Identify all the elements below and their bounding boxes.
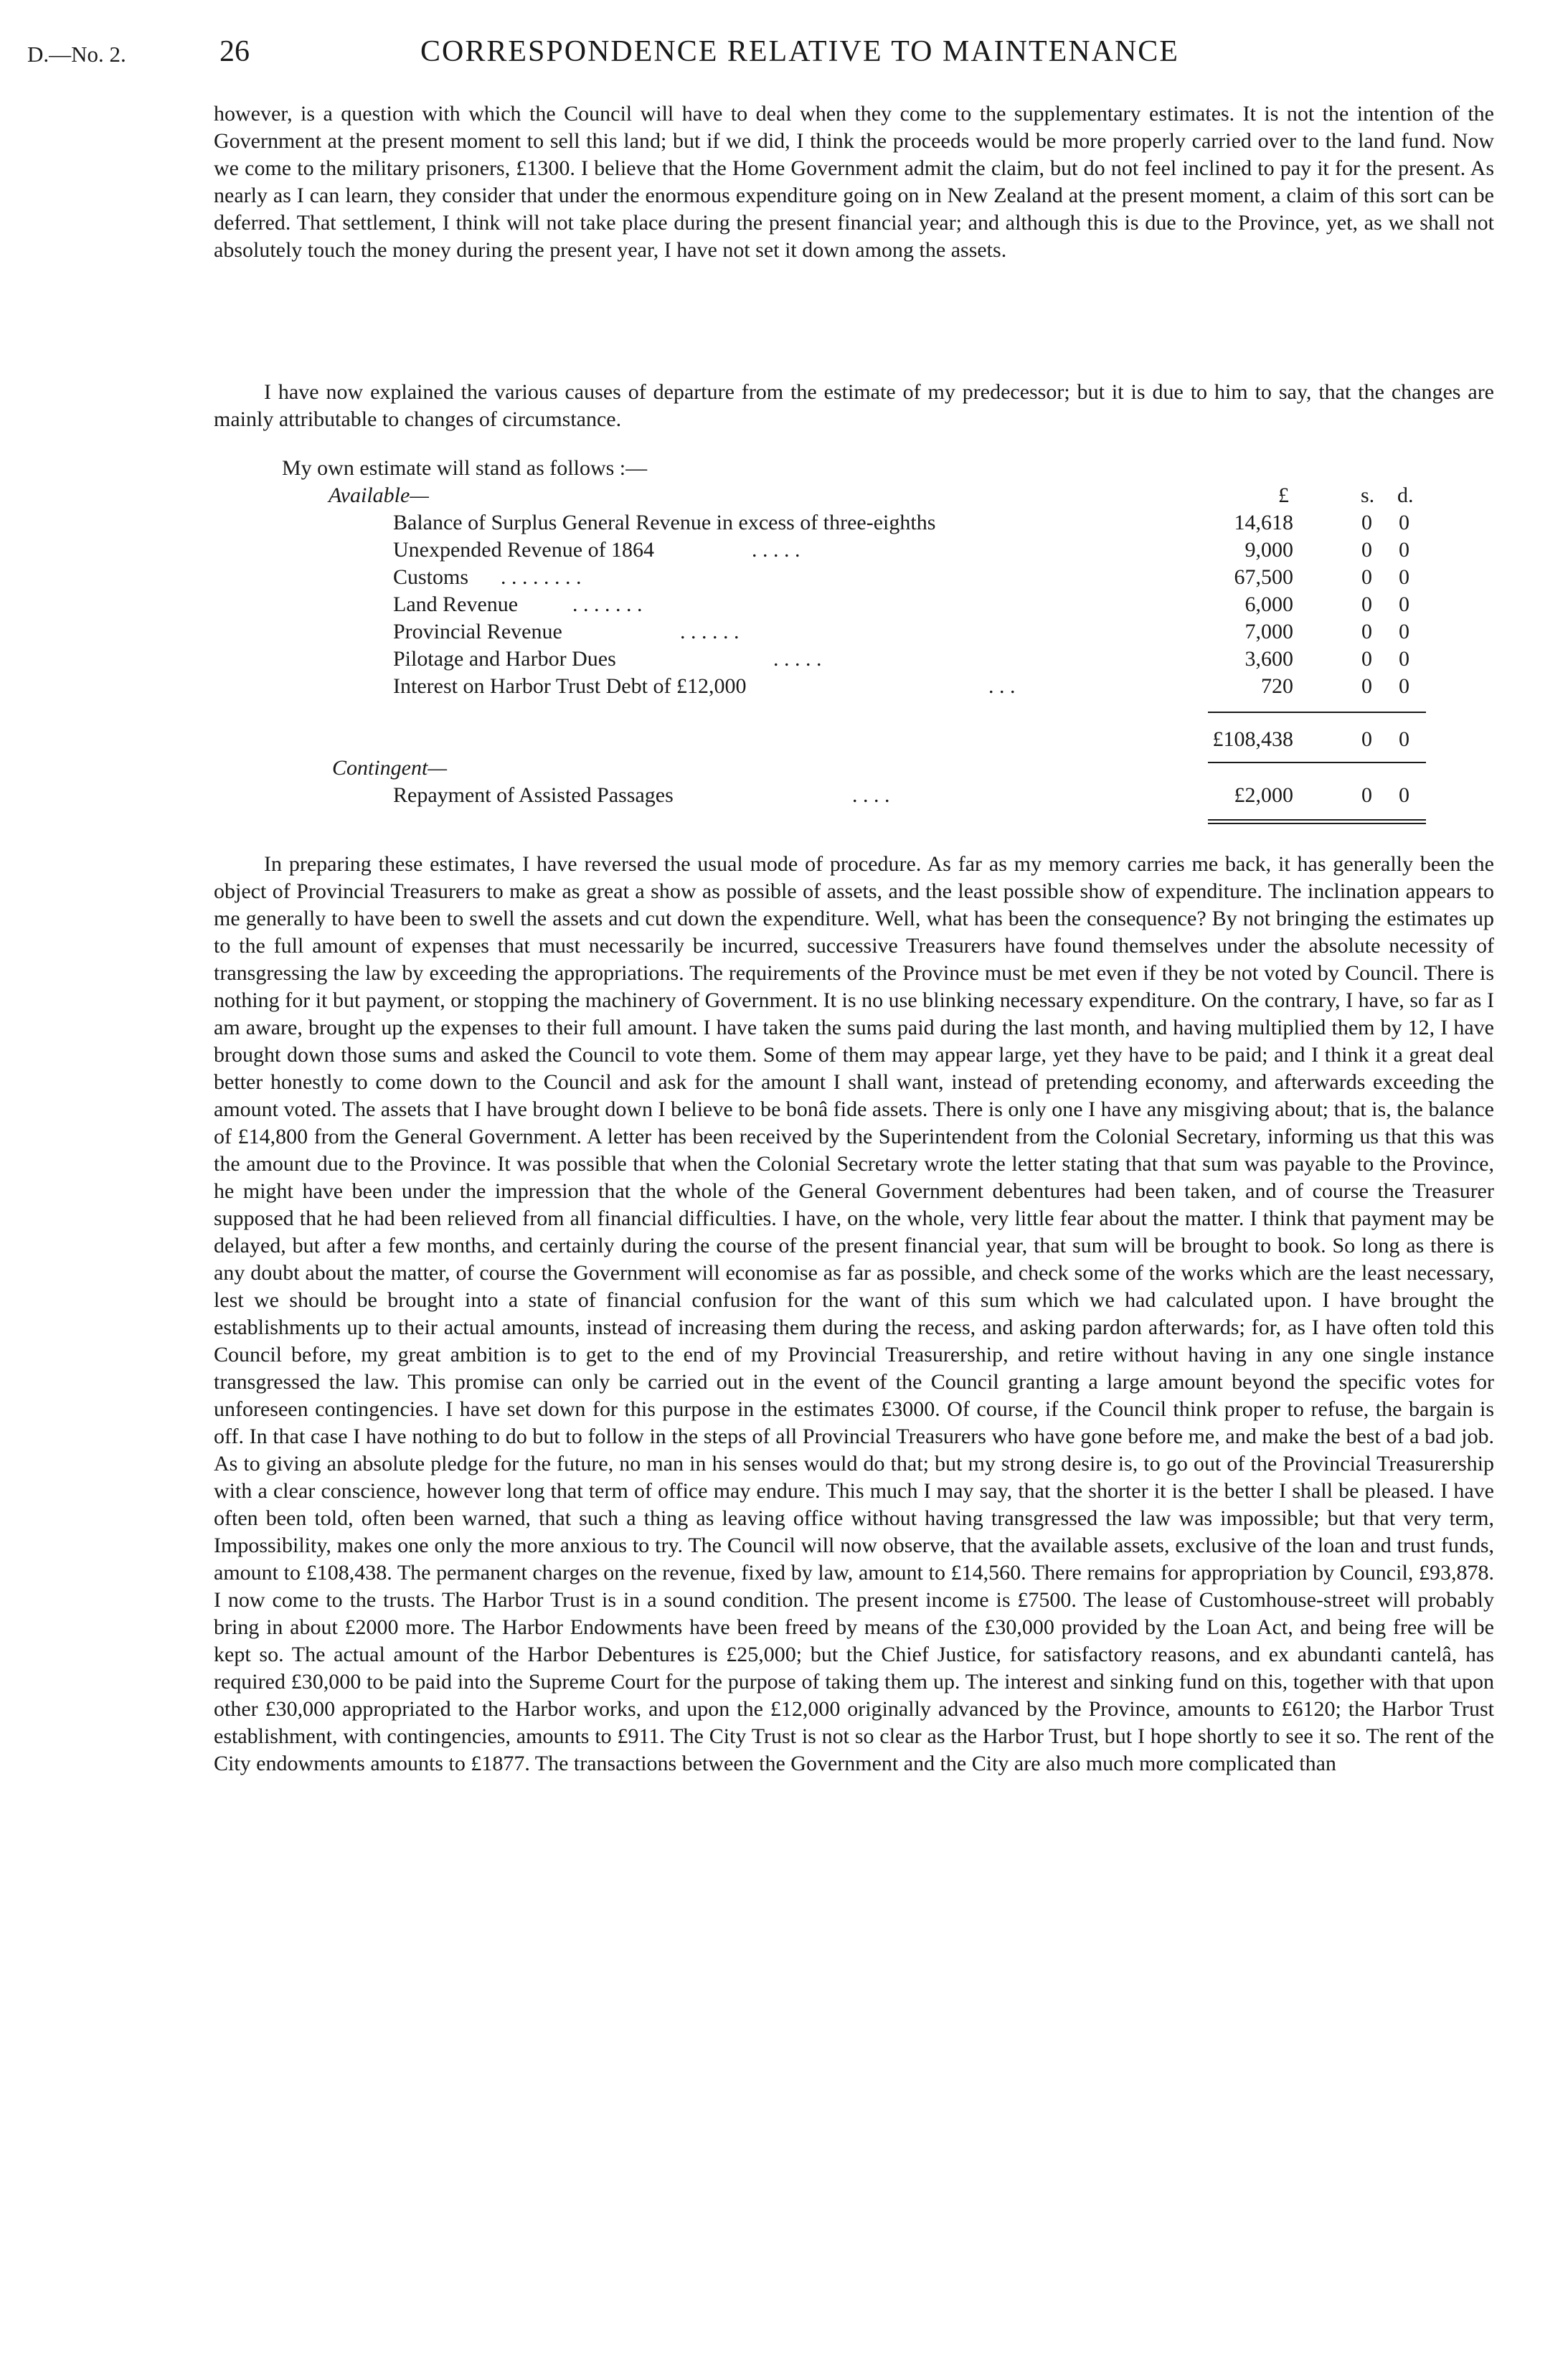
shillings-column-header: s.: [1361, 483, 1375, 507]
row-pounds: 6,000: [1245, 592, 1293, 616]
table-row: [393, 674, 1440, 702]
row-pence: 0: [1399, 647, 1409, 671]
row-shillings: 0: [1361, 565, 1372, 589]
available-total-pounds: £108,438: [1212, 727, 1293, 751]
row-pence: 0: [1399, 783, 1409, 807]
row-shillings: 0: [1361, 538, 1372, 562]
table-row: [393, 511, 1440, 538]
row-label: Unexpended Revenue of 1864: [393, 538, 655, 562]
table-row: [393, 538, 1440, 565]
row-pounds: 7,000: [1245, 620, 1293, 643]
contingent-heading: Contingent—: [332, 756, 448, 780]
row-pounds: 9,000: [1245, 538, 1293, 562]
contingent-rule-upper: [1208, 819, 1426, 821]
row-label: Balance of Surplus General Revenue in excess of three-eighths: [393, 511, 936, 534]
row-pence: 0: [1399, 620, 1409, 643]
row-label: Pilotage and Harbor Dues: [393, 647, 616, 671]
row-label: Repayment of Assisted Passages: [393, 783, 674, 807]
paragraph-1-text: however, is a question with which the Council will have to deal when they come to the supplementary estimates. It is not the intention of the Government at the present moment to sell this land; but if we did, I think the proceeds would be more properly carried over to the land fund. Now we come to the military prisoners, £1300. I believe that the Home Government admit the claim, but do not feel inclined to pay it for the present. As nearly as I can learn, they consider that under the enormous expenditure going on in New Zealand at the present moment, a claim of this sort can be deferred. That settlement, I think will not take place during the present financial year; and although this is due to the Province, yet, as we shall not absolutely touch the money during the present year, I have not set it down among the assets.: [214, 102, 1494, 262]
row-pounds: 14,618: [1234, 511, 1293, 534]
paragraph-3: [214, 851, 1494, 1777]
row-pence: 0: [1399, 565, 1409, 589]
total-rule: [1208, 762, 1426, 763]
available-heading: Available—: [329, 483, 429, 507]
row-pounds: £2,000: [1234, 783, 1293, 807]
table-row: [393, 783, 1440, 811]
row-pence: 0: [1399, 674, 1409, 698]
row-leader-dots: . . . . .: [752, 538, 800, 562]
table-row: [393, 647, 1440, 674]
table-row: [393, 620, 1440, 647]
estimate-table: [214, 456, 1494, 829]
row-shillings: 0: [1361, 592, 1372, 616]
paragraph-3-text: In preparing these estimates, I have reversed the usual mode of procedure. As far as my memory carries me back, it has generally been the object of Provincial Treasurers to make as great a show as possible of assets, and the least possible show of expenditure. The inclination appears to me generally to have been to swell the assets and cut down the expenditure. Well, what has been the consequence? By not bringing the estimates up to the full amount of expenses that must necessarily be incurred, successive Treasurers have found themselves under the absolute necessity of transgressing the law by exceeding the appropriations. The requirements of the Province must be met even if they be not voted by Council. There is nothing for it but payment, or stopping the machinery of Government. It is no use blinking necessary expenditure. On the contrary, I have, so far as I am aware, brought up the expenses to their full amount. I have taken the sums paid during the last month, and having multiplied them by 12, I have brought down those sums and asked the Council to vote them. Some of them may appear large, yet they have to be paid; and I think it a great deal better honestly to come down to the Council and ask for the amount I shall want, instead of pretending economy, and afterwards exceeding the amount voted. The assets that I have brought down I believe to be bonâ fide assets. There is only one I have any misgiving about; that is, the balance of £14,800 from the General Government. A letter has been received by the Superintendent from the Colonial Secretary, informing us that this was the amount due to the Province. It was possible that when the Colonial Secretary wrote the letter stating that that sum was payable to the Province, he might have been under the impression that the whole of the General Government debentures had been taken, and of course the Treasurer supposed that he had been relieved from all financial difficulties. I have, on the whole, very little fear about the matter. I think that payment may be delayed, but after a few months, and certainly during the course of the present financial year, that sum will be brought to book. So long as there is any doubt about the matter, of course the Government will economise as far as possible, and check some of the works which are the least necessary, lest we should be brought into a state of financial confusion for the want of this sum which we had calculated upon. I have brought the establishments up to their actual amounts, instead of increasing them during the recess, and asking pardon afterwards; for, as I have often told this Council before, my great ambition is to get to the end of my Provincial Treasurership, and retire without having in any one single instance transgressed the law. This promise can only be carried out in the event of the Council granting a large amount beyond the specific votes for unforeseen contingencies. I have set down for this purpose in the estimates £3000. Of course, if the Council think proper to refuse, the bargain is off. In that case I have nothing to do but to follow in the steps of all Provincial Treasurers who have gone before me, and make the best of a bad job. As to giving an absolute pledge for the future, no man in his senses would do that; but my strong desire is, to go out of the Provincial Treasurership with a clear conscience, however long that term of office may endure. This much I may say, that the shorter it is the better I shall be pleased. I have often been told, often been warned, that such a thing as leaving office without having transgressed the law was impossible; but that very term, Impossibility, makes one only the more anxious to try. The Council will now observe, that the available assets, exclusive of the loan and trust funds, amount to £108,438. The permanent charges on the revenue, fixed by law, amount to £14,560. There remains for appropriation by Council, £93,878. I now come to the trusts. The Harbor Trust is in a sound condition. The present income is £7500. The lease of Customhouse-street will probably bring in about £2000 more. The Harbor Endowments have been freed by means of the £30,000 provided by the Loan Act, and being free will be kept so. The actual amount of the Harbor Debentures is £25,000; but the Chief Justice, for satisfactory reasons, and ex abundanti cantelâ, has required £30,000 to be paid into the Supreme Court for the purpose of taking them up. The interest and sinking fund on this, together with that upon other £30,000 appropriated to the Harbor works, and upon the £12,000 originally advanced by the Province, amounts to £6120; the Harbor Trust establishment, with contingencies, amounts to £911. The City Trust is not so clear as the Harbor Trust, but I hope shortly to see it so. The rent of the City endowments amounts to £1877. The transactions between the Government and the City are also much more complicated than: [214, 852, 1494, 1775]
document-reference: D.—No. 2.: [27, 42, 126, 67]
row-shillings: 0: [1361, 620, 1372, 643]
row-shillings: 0: [1361, 511, 1372, 534]
paragraph-2-text: I have now explained the various causes of departure from the estimate of my predecessor; but it is due to him to say, that the changes are mainly attributable to changes of circumstance.: [214, 380, 1494, 431]
row-pence: 0: [1399, 511, 1409, 534]
page-number: 26: [219, 35, 250, 68]
row-leader-dots: . . . . .: [773, 647, 822, 671]
row-leader-dots: . . .: [988, 674, 1016, 698]
subtotal-rule: [1208, 712, 1426, 713]
row-pounds: 3,600: [1245, 647, 1293, 671]
row-pounds: 720: [1261, 674, 1293, 698]
pounds-column-header: £: [1278, 483, 1289, 507]
row-label: Provincial Revenue: [393, 620, 562, 643]
pence-column-header: d.: [1397, 483, 1414, 507]
available-total-row: [393, 727, 1440, 755]
paragraph-2: [214, 379, 1494, 433]
table-row: [393, 592, 1440, 620]
running-title: CORRESPONDENCE RELATIVE TO MAINTENANCE: [420, 35, 1179, 68]
page-header: [27, 34, 1511, 85]
row-pounds: 67,500: [1234, 565, 1293, 589]
row-leader-dots: . . . . . .: [680, 620, 740, 643]
row-label: Interest on Harbor Trust Debt of £12,000: [393, 674, 747, 698]
row-shillings: 0: [1361, 647, 1372, 671]
row-pence: 0: [1399, 538, 1409, 562]
row-shillings: 0: [1361, 674, 1372, 698]
row-leader-dots: . . . .: [852, 783, 890, 807]
table-row: [393, 565, 1440, 592]
row-leader-dots: . . . . . . .: [572, 592, 643, 616]
row-pence: 0: [1399, 592, 1409, 616]
row-label: Land Revenue: [393, 592, 519, 616]
estimate-lead-in: My own estimate will stand as follows :—: [282, 456, 648, 480]
paragraph-1: [214, 100, 1494, 264]
row-label: Customs: [393, 565, 469, 589]
contingent-rule-lower: [1208, 823, 1426, 824]
available-total-shillings: 0: [1361, 727, 1372, 751]
row-leader-dots: . . . . . . . .: [501, 565, 582, 589]
available-total-pence: 0: [1399, 727, 1409, 751]
row-shillings: 0: [1361, 783, 1372, 807]
